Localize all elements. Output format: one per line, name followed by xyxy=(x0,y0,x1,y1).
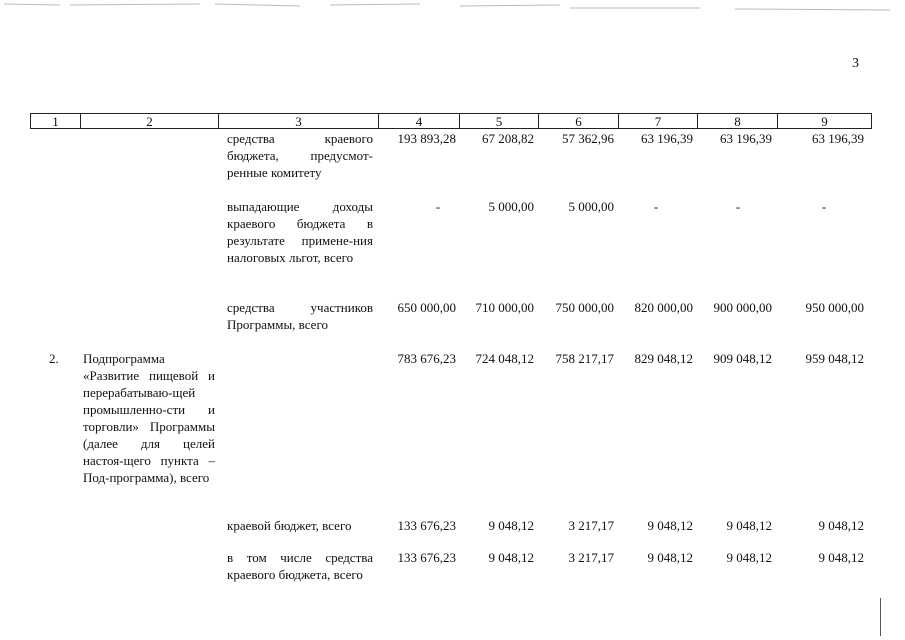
table-row-2-col-7: - xyxy=(653,199,659,214)
table-row-3-col-6: 750 000,00 xyxy=(555,300,614,315)
table-row-3-col-4: 650 000,00 xyxy=(397,300,456,315)
table-row-6-col-9: 9 048,12 xyxy=(818,550,864,565)
table-row-4-number: 2. xyxy=(49,351,59,366)
table-row-5-col-7: 9 048,12 xyxy=(647,518,693,533)
table-row-4-col-6: 758 217,17 xyxy=(555,351,614,366)
table-row-5-description: краевой бюджет, всего xyxy=(227,518,352,533)
header-cell-7: 7 xyxy=(618,113,697,129)
table-row-6-col-4: 133 676,23 xyxy=(397,550,456,565)
table-row-4-col-9: 959 048,12 xyxy=(805,351,864,366)
table-row-1-col-6: 57 362,96 xyxy=(562,131,614,146)
header-cell-4: 4 xyxy=(378,113,459,129)
table-row-3-col-8: 900 000,00 xyxy=(713,300,772,315)
table-row-5-col-6: 3 217,17 xyxy=(568,518,614,533)
table-row-5-col-8: 9 048,12 xyxy=(726,518,772,533)
table-row-6-col-7: 9 048,12 xyxy=(647,550,693,565)
scan-edge-artifact xyxy=(0,0,905,14)
table-row-2-col-4: - xyxy=(435,199,441,214)
header-cell-2: 2 xyxy=(80,113,218,129)
table-row-2-col-8: - xyxy=(735,199,741,214)
table-row-2-description: выпадающие доходы краевого бюджета в результате примене-ния налоговых льгот, всего xyxy=(227,199,373,265)
header-cell-3: 3 xyxy=(218,113,378,129)
table-row-4-col-4: 783 676,23 xyxy=(397,351,456,366)
table-row-4-subprogram-name: Подпрограмма «Развитие пищевой и перерабатываю-щей промышленно-сти и торговли» Программы (далее для целей настоя-щего пункта – Под-программа), всего xyxy=(83,351,215,485)
header-cell-9: 9 xyxy=(777,113,872,129)
table-row-3-col-9: 950 000,00 xyxy=(805,300,864,315)
table-row-1-col-5: 67 208,82 xyxy=(482,131,534,146)
table-row-4-col-8: 909 048,12 xyxy=(713,351,772,366)
table-row-1-col-4: 193 893,28 xyxy=(397,131,456,146)
table-row-2-col-9: - xyxy=(821,199,827,214)
table-row-5-col-4: 133 676,23 xyxy=(397,518,456,533)
table-row-2-col-5: 5 000,00 xyxy=(488,199,534,214)
scan-edge-line xyxy=(880,598,881,636)
table-row-4-col-5: 724 048,12 xyxy=(475,351,534,366)
table-row-1-col-9: 63 196,39 xyxy=(812,131,864,146)
table-row-1-col-7: 63 196,39 xyxy=(641,131,693,146)
table-row-3-col-7: 820 000,00 xyxy=(634,300,693,315)
table-row-6-col-8: 9 048,12 xyxy=(726,550,772,565)
page-number: 3 xyxy=(852,56,859,71)
table-row-5-col-9: 9 048,12 xyxy=(818,518,864,533)
table-row-6-description: в том числе средства краевого бюджета, всего xyxy=(227,550,373,582)
header-cell-8: 8 xyxy=(697,113,777,129)
table-row-2-col-6: 5 000,00 xyxy=(568,199,614,214)
table-row-1-description: средства краевого бюджета, предусмот-ренные комитету xyxy=(227,131,373,180)
table-row-6-col-6: 3 217,17 xyxy=(568,550,614,565)
table-row-6-col-5: 9 048,12 xyxy=(488,550,534,565)
table-row-3-description: средства участников Программы, всего xyxy=(227,300,373,332)
table-row-4-col-7: 829 048,12 xyxy=(634,351,693,366)
header-cell-6: 6 xyxy=(538,113,618,129)
header-cell-1: 1 xyxy=(30,113,80,129)
table-row-1-col-8: 63 196,39 xyxy=(720,131,772,146)
header-cell-5: 5 xyxy=(459,113,538,129)
table-row-5-col-5: 9 048,12 xyxy=(488,518,534,533)
table-row-3-col-5: 710 000,00 xyxy=(475,300,534,315)
